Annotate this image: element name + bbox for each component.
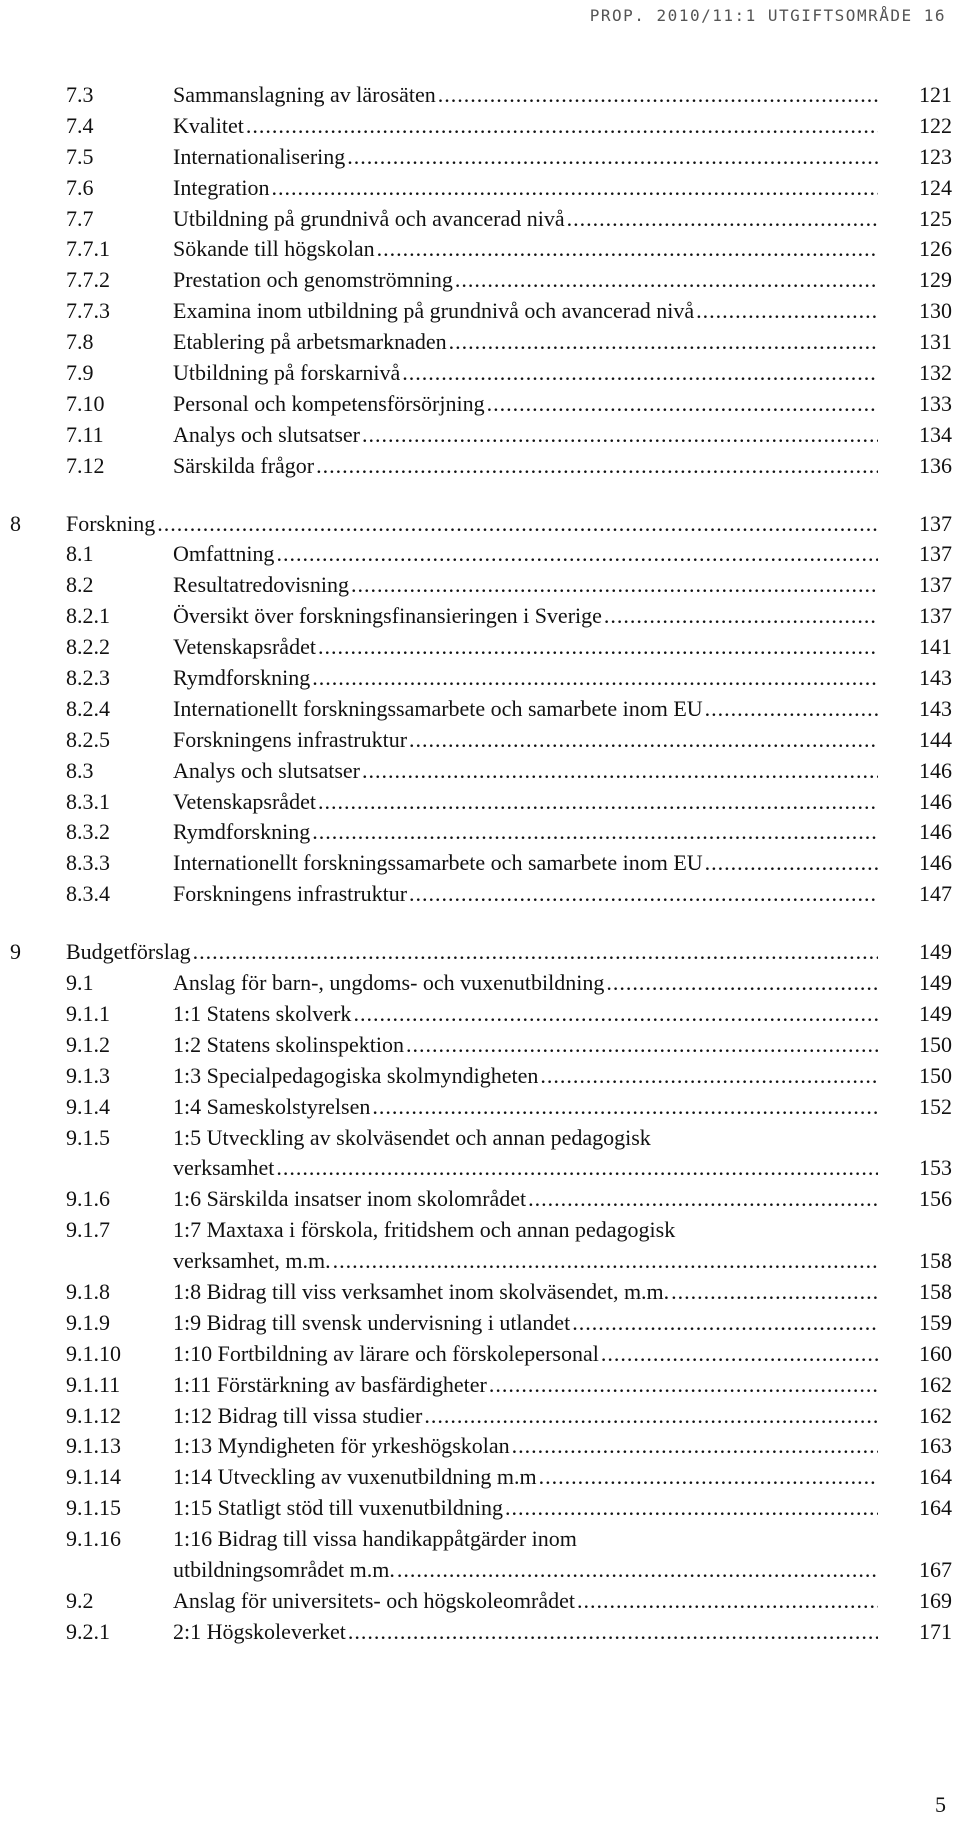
toc-entry-title — [173, 298, 880, 324]
toc-entry[interactable] — [0, 113, 960, 144]
toc-entry-title-text: Översikt över forskningsfinansieringen i Sverige — [173, 603, 602, 629]
toc-entry-title-text: verksamhet, m.m. — [173, 1248, 331, 1274]
toc-entry-number: 8.2.3 — [66, 665, 110, 691]
toc-entry-title — [173, 1032, 880, 1058]
toc-entry-page: 159 — [919, 1309, 952, 1335]
toc-entry[interactable] — [0, 603, 960, 634]
toc-entry-number: 9.1.1 — [66, 1000, 110, 1026]
toc-entry-number: 8.2.2 — [66, 634, 110, 660]
dot-leader — [528, 1186, 878, 1212]
toc-entry[interactable] — [0, 572, 960, 603]
toc-entry-number: 7.4 — [66, 112, 94, 138]
toc-entry[interactable] — [0, 1403, 960, 1434]
toc-entry-title — [173, 1372, 880, 1398]
toc-entry-page: 169 — [919, 1587, 952, 1613]
toc-entry-title — [173, 819, 880, 845]
toc-entry-title — [173, 82, 880, 108]
dot-leader — [377, 236, 878, 262]
toc-entry-page: 147 — [919, 881, 952, 907]
toc-entry-title-text: Kvalitet — [173, 112, 244, 138]
dot-leader — [276, 1155, 878, 1181]
table-of-contents — [0, 82, 960, 1650]
toc-entry-title — [173, 113, 880, 139]
dot-leader — [348, 1619, 878, 1645]
toc-entry-title-text: Forskningens infrastruktur — [173, 881, 408, 907]
toc-entry[interactable] — [0, 1186, 960, 1217]
dot-leader — [606, 970, 878, 996]
toc-entry[interactable] — [0, 541, 960, 572]
toc-entry-title — [173, 1155, 880, 1181]
dot-leader — [577, 1588, 878, 1614]
dot-leader — [362, 422, 878, 448]
toc-entry[interactable] — [0, 175, 960, 206]
toc-entry-number: 7.7.3 — [66, 298, 110, 324]
toc-entry-title — [173, 1526, 880, 1552]
toc-entry-number: 7.7 — [66, 205, 94, 231]
toc-entry-number: 7.7.2 — [66, 267, 110, 293]
toc-entry[interactable] — [0, 1032, 960, 1063]
toc-entry-title-text: 1:1 Statens skolverk — [173, 1000, 352, 1026]
section-gap — [0, 912, 960, 939]
toc-entry-title — [173, 422, 880, 448]
toc-entry[interactable] — [0, 970, 960, 1001]
toc-entry-number: 8.3.4 — [66, 881, 110, 907]
running-header: PROP. 2010/11:1 UTGIFTSOMRÅDE 16 — [589, 6, 946, 25]
toc-entry-page: 146 — [919, 788, 952, 814]
toc-entry-page: 158 — [919, 1278, 952, 1304]
toc-entry-number: 7.9 — [66, 360, 94, 386]
toc-entry[interactable] — [0, 665, 960, 696]
toc-entry-title — [173, 1248, 880, 1274]
toc-entry-title — [173, 144, 880, 170]
dot-leader — [353, 1001, 878, 1027]
toc-entry-title — [173, 634, 880, 660]
toc-entry-title-text: Internationellt forskningssamarbete och samarbete inom EU — [173, 850, 703, 876]
toc-entry-title-text: Personal och kompetensförsörjning — [173, 390, 485, 416]
toc-entry-title — [173, 1495, 880, 1521]
toc-entry-title-text: 1:10 Fortbildning av lärare och förskolepersonal — [173, 1340, 599, 1366]
toc-entry-number: 9.1.3 — [66, 1062, 110, 1088]
toc-entry[interactable] — [0, 1217, 960, 1248]
toc-entry-page: 136 — [919, 452, 952, 478]
dot-leader — [347, 144, 878, 170]
toc-entry-number: 9.1.15 — [66, 1495, 121, 1521]
dot-leader — [705, 696, 878, 722]
toc-entry-page: 121 — [919, 82, 952, 107]
toc-entry[interactable] — [0, 1464, 960, 1495]
dot-leader — [318, 789, 878, 815]
toc-entry-page: 132 — [919, 360, 952, 386]
toc-entry-page: 144 — [919, 726, 952, 752]
dot-leader — [487, 391, 878, 417]
toc-entry-page: 133 — [919, 390, 952, 416]
toc-entry-number: 9.1 — [66, 970, 94, 996]
toc-entry-title-text: Rymdforskning — [173, 665, 311, 691]
dot-leader — [193, 939, 878, 965]
toc-entry-page: 141 — [919, 634, 952, 660]
toc-entry-page: 164 — [919, 1464, 952, 1490]
toc-entry[interactable] — [0, 1557, 960, 1588]
toc-entry-title-text: 1:4 Sameskolstyrelsen — [173, 1093, 371, 1119]
toc-entry[interactable] — [0, 391, 960, 422]
toc-entry-title — [173, 360, 880, 386]
toc-entry-page: 143 — [919, 695, 952, 721]
dot-leader — [372, 1094, 878, 1120]
toc-entry-title-text: verksamhet — [173, 1155, 275, 1181]
toc-entry-page: 134 — [919, 421, 952, 447]
dot-leader — [409, 727, 878, 753]
toc-entry-number: 7.6 — [66, 174, 94, 200]
toc-entry-title-text: 1:6 Särskilda insatser inom skolområdet — [173, 1186, 527, 1212]
toc-entry-number: 7.8 — [66, 329, 94, 355]
toc-entry[interactable] — [0, 1063, 960, 1094]
toc-entry[interactable] — [0, 881, 960, 912]
toc-entry-title-text: Integration — [173, 174, 270, 200]
toc-entry[interactable] — [0, 696, 960, 727]
toc-entry-number: 9.1.8 — [66, 1278, 110, 1304]
toc-entry-number: 8.3.2 — [66, 819, 110, 845]
toc-entry-title-text: 2:1 Högskoleverket — [173, 1618, 346, 1644]
toc-entry-title-text: Internationellt forskningssamarbete och samarbete inom EU — [173, 695, 703, 721]
dot-leader — [272, 175, 878, 201]
toc-entry-title — [173, 1588, 880, 1614]
toc-entry-title-text: Forskning — [66, 510, 156, 536]
toc-entry[interactable] — [0, 206, 960, 237]
toc-entry-title-text: Utbildning på forskarnivå — [173, 360, 401, 386]
toc-entry[interactable] — [0, 360, 960, 391]
toc-entry-title — [173, 391, 880, 417]
dot-leader — [351, 572, 878, 598]
toc-entry-number: 7.10 — [66, 390, 105, 416]
toc-entry-title — [173, 727, 880, 753]
toc-entry[interactable] — [0, 82, 960, 113]
toc-entry[interactable] — [0, 634, 960, 665]
toc-entry[interactable] — [0, 511, 960, 542]
toc-entry-title — [173, 1619, 880, 1645]
toc-entry-page: 129 — [919, 267, 952, 293]
toc-entry-title-text: 1:16 Bidrag till vissa handikappåtgärder inom — [173, 1526, 577, 1552]
toc-entry-page: 149 — [919, 1000, 952, 1026]
toc-entry-page: 122 — [919, 112, 952, 138]
toc-entry-title — [173, 758, 880, 784]
toc-entry-title-text: 1:8 Bidrag till viss verksamhet inom skolväsendet, m.m. — [173, 1278, 670, 1304]
toc-entry-title — [173, 1217, 880, 1243]
toc-entry-title — [173, 1433, 880, 1459]
toc-entry-number: 9.1.6 — [66, 1186, 110, 1212]
dot-leader — [438, 82, 878, 108]
toc-entry-number: 9.1.16 — [66, 1526, 121, 1552]
toc-entry[interactable] — [0, 1094, 960, 1125]
toc-entry-title-text: Anslag för universitets- och högskoleområdet — [173, 1587, 576, 1613]
toc-entry-title-text: 1:11 Förstärkning av basfärdigheter — [173, 1371, 487, 1397]
dot-leader — [539, 1464, 878, 1490]
toc-entry-number: 9.1.10 — [66, 1340, 121, 1366]
toc-entry[interactable] — [0, 329, 960, 360]
toc-entry-title — [173, 453, 880, 479]
toc-entry[interactable] — [0, 1526, 960, 1557]
toc-entry[interactable] — [0, 236, 960, 267]
toc-entry-number: 9.1.2 — [66, 1031, 110, 1057]
toc-entry-number: 8.3.1 — [66, 788, 110, 814]
toc-entry-number: 8.2 — [66, 572, 94, 598]
toc-entry-title-text: 1:9 Bidrag till svensk undervisning i utlandet — [173, 1309, 571, 1335]
toc-entry-title-text: Analys och slutsatser — [173, 421, 360, 447]
toc-entry[interactable] — [0, 939, 960, 970]
toc-entry[interactable] — [0, 453, 960, 484]
toc-entry-title-text: Forskningens infrastruktur — [173, 726, 408, 752]
toc-entry-page: 146 — [919, 850, 952, 876]
toc-entry-number: 9.2 — [66, 1587, 94, 1613]
toc-entry-page: 137 — [919, 541, 952, 567]
toc-entry-title — [66, 939, 880, 965]
dot-leader — [604, 603, 878, 629]
toc-entry-title — [173, 1464, 880, 1490]
dot-leader — [449, 329, 878, 355]
toc-entry-title-text: Rymdforskning — [173, 819, 311, 845]
toc-entry-number: 9.2.1 — [66, 1618, 110, 1644]
toc-entry-number: 8.2.5 — [66, 726, 110, 752]
toc-entry-page: 149 — [919, 970, 952, 996]
toc-entry[interactable] — [0, 789, 960, 820]
toc-entry-title — [173, 603, 880, 629]
toc-entry-title — [173, 881, 880, 907]
dot-leader — [312, 819, 878, 845]
toc-entry-title — [173, 329, 880, 355]
toc-entry[interactable] — [0, 267, 960, 298]
toc-entry-title — [173, 1279, 880, 1305]
toc-entry[interactable] — [0, 1372, 960, 1403]
toc-entry-page: 160 — [919, 1340, 952, 1366]
dot-leader — [601, 1341, 878, 1367]
toc-entry-title-text: 1:5 Utveckling av skolväsendet och annan pedagogisk — [173, 1124, 651, 1150]
toc-entry-number: 9.1.12 — [66, 1402, 121, 1428]
dot-leader — [362, 758, 878, 784]
toc-entry-page: 149 — [919, 939, 952, 965]
toc-entry-title — [173, 1125, 880, 1151]
toc-entry-page: 123 — [919, 143, 952, 169]
toc-entry-title — [173, 267, 880, 293]
toc-entry-title — [173, 1001, 880, 1027]
toc-entry-page: 130 — [919, 298, 952, 324]
dot-leader — [505, 1495, 878, 1521]
toc-entry-title — [173, 789, 880, 815]
toc-entry-number: 9.1.13 — [66, 1433, 121, 1459]
toc-entry-title-text: Prestation och genomströmning — [173, 267, 453, 293]
toc-entry-number: 8.1 — [66, 541, 94, 567]
toc-entry-title — [173, 1094, 880, 1120]
toc-entry-title-text: Etablering på arbetsmarknaden — [173, 329, 447, 355]
toc-entry[interactable] — [0, 758, 960, 789]
toc-entry[interactable] — [0, 1248, 960, 1279]
toc-entry[interactable] — [0, 1155, 960, 1186]
toc-entry[interactable] — [0, 144, 960, 175]
toc-entry-number: 7.11 — [66, 421, 104, 447]
toc-entry-page: 163 — [919, 1433, 952, 1459]
toc-entry-number: 7.5 — [66, 143, 94, 169]
toc-entry-page: 150 — [919, 1062, 952, 1088]
toc-entry-page: 167 — [919, 1556, 952, 1582]
toc-entry[interactable] — [0, 1125, 960, 1156]
toc-entry-page: 137 — [919, 603, 952, 629]
dot-leader — [316, 453, 878, 479]
toc-entry-title-text: 1:12 Bidrag till vissa studier — [173, 1402, 423, 1428]
toc-entry-number: 7.7.1 — [66, 236, 110, 262]
toc-entry-title-text: Vetenskapsrådet — [173, 634, 316, 660]
dot-leader — [540, 1063, 878, 1089]
toc-entry-number: 8.2.1 — [66, 603, 110, 629]
toc-entry-number: 9.1.7 — [66, 1217, 110, 1243]
toc-entry-title-text: 1:14 Utveckling av vuxenutbildning m.m — [173, 1464, 537, 1490]
dot-leader — [318, 634, 878, 660]
toc-entry-title-text: 1:7 Maxtaxa i förskola, fritidshem och annan pedagogisk — [173, 1217, 676, 1243]
dot-leader — [276, 541, 878, 567]
toc-entry-page: 137 — [919, 510, 952, 536]
dot-leader — [246, 113, 878, 139]
toc-entry-page: 126 — [919, 236, 952, 262]
toc-entry-page: 153 — [919, 1155, 952, 1181]
toc-entry-title-text: Analys och slutsatser — [173, 757, 360, 783]
toc-entry-title — [173, 665, 880, 691]
toc-entry-title-text: 1:2 Statens skolinspektion — [173, 1031, 404, 1057]
toc-entry-title — [173, 1341, 880, 1367]
toc-entry-page: 156 — [919, 1186, 952, 1212]
dot-leader — [406, 1032, 878, 1058]
toc-entry-number: 9 — [10, 939, 21, 965]
dot-leader — [312, 665, 878, 691]
toc-entry[interactable] — [0, 1310, 960, 1341]
toc-entry-title-text: Anslag för barn-, ungdoms- och vuxenutbildning — [173, 970, 605, 996]
toc-entry-page: 162 — [919, 1402, 952, 1428]
toc-entry-title — [173, 175, 880, 201]
toc-entry-title — [173, 236, 880, 262]
toc-entry[interactable] — [0, 1433, 960, 1464]
dot-leader — [671, 1279, 878, 1305]
toc-entry-title-text: 1:13 Myndigheten för yrkeshögskolan — [173, 1433, 510, 1459]
dot-leader — [397, 1557, 878, 1583]
toc-entry-page: 150 — [919, 1031, 952, 1057]
toc-entry-title-text: Budgetförslag — [66, 939, 191, 965]
toc-entry-number: 9.1.11 — [66, 1371, 121, 1397]
toc-entry-number: 8 — [10, 510, 21, 536]
dot-leader — [696, 298, 878, 324]
toc-entry[interactable] — [0, 1588, 960, 1619]
toc-entry[interactable] — [0, 1001, 960, 1032]
toc-entry-number: 8.3 — [66, 757, 94, 783]
dot-leader — [157, 511, 878, 537]
dot-leader — [705, 850, 878, 876]
toc-entry[interactable] — [0, 422, 960, 453]
toc-entry[interactable] — [0, 819, 960, 850]
toc-entry-page: 125 — [919, 205, 952, 231]
toc-entry[interactable] — [0, 1495, 960, 1526]
toc-entry[interactable] — [0, 1279, 960, 1310]
toc-entry[interactable] — [0, 1619, 960, 1650]
toc-entry[interactable] — [0, 850, 960, 881]
toc-entry-page: 164 — [919, 1495, 952, 1521]
toc-entry-page: 146 — [919, 819, 952, 845]
toc-entry-page: 131 — [919, 329, 952, 355]
dot-leader — [512, 1433, 878, 1459]
toc-entry-number: 8.2.4 — [66, 695, 110, 721]
toc-entry-title-text: utbildningsområdet m.m. — [173, 1556, 395, 1582]
toc-entry-title-text: Särskilda frågor — [173, 452, 315, 478]
toc-entry-title — [66, 511, 880, 537]
toc-entry-title-text: Utbildning på grundnivå och avancerad nivå — [173, 205, 565, 231]
toc-entry-page: 152 — [919, 1093, 952, 1119]
toc-entry-title-text: Internationalisering — [173, 143, 346, 169]
page-number: 5 — [935, 1792, 946, 1817]
toc-entry-title — [173, 1063, 880, 1089]
toc-entry-title — [173, 970, 880, 996]
toc-entry-page: 158 — [919, 1248, 952, 1274]
toc-entry-title — [173, 1310, 880, 1336]
toc-entry[interactable] — [0, 1341, 960, 1372]
toc-entry-number: 7.12 — [66, 452, 105, 478]
toc-entry-number: 9.1.14 — [66, 1464, 121, 1490]
dot-leader — [409, 881, 878, 907]
toc-entry-title-text: Resultatredovisning — [173, 572, 349, 598]
toc-entry-title-text: 1:15 Statligt stöd till vuxenutbildning — [173, 1495, 504, 1521]
dot-leader — [402, 360, 878, 386]
toc-entry-title-text: 1:3 Specialpedagogiska skolmyndigheten — [173, 1062, 539, 1088]
toc-entry[interactable] — [0, 298, 960, 329]
toc-entry-title — [173, 1557, 880, 1583]
toc-entry-title — [173, 1403, 880, 1429]
toc-entry-title-text: Omfattning — [173, 541, 275, 567]
dot-leader — [455, 267, 878, 293]
dot-leader — [424, 1403, 878, 1429]
section-gap — [0, 484, 960, 511]
toc-entry-title-text: Sökande till högskolan — [173, 236, 375, 262]
toc-entry-title-text: Examina inom utbildning på grundnivå och avancerad nivå — [173, 298, 695, 324]
toc-entry-title — [173, 541, 880, 567]
dot-leader — [333, 1248, 878, 1274]
dot-leader — [489, 1372, 878, 1398]
toc-entry-page: 137 — [919, 572, 952, 598]
toc-entry-number: 9.1.5 — [66, 1124, 110, 1150]
toc-entry-title — [173, 696, 880, 722]
toc-entry[interactable] — [0, 727, 960, 758]
toc-entry-number: 8.3.3 — [66, 850, 110, 876]
toc-entry-title — [173, 572, 880, 598]
toc-entry-page: 124 — [919, 174, 952, 200]
toc-entry-page: 143 — [919, 665, 952, 691]
toc-entry-number: 9.1.4 — [66, 1093, 110, 1119]
toc-entry-page: 162 — [919, 1371, 952, 1397]
toc-entry-title-text: Vetenskapsrådet — [173, 788, 316, 814]
dot-leader — [572, 1310, 878, 1336]
toc-entry-title — [173, 850, 880, 876]
toc-entry-number: 7.3 — [66, 82, 94, 107]
toc-entry-number: 9.1.9 — [66, 1309, 110, 1335]
dot-leader — [567, 206, 878, 232]
toc-entry-page: 171 — [919, 1618, 952, 1644]
toc-entry-title — [173, 206, 880, 232]
toc-entry-title-text: Sammanslagning av lärosäten — [173, 82, 436, 107]
toc-entry-title — [173, 1186, 880, 1212]
toc-entry-page: 146 — [919, 757, 952, 783]
